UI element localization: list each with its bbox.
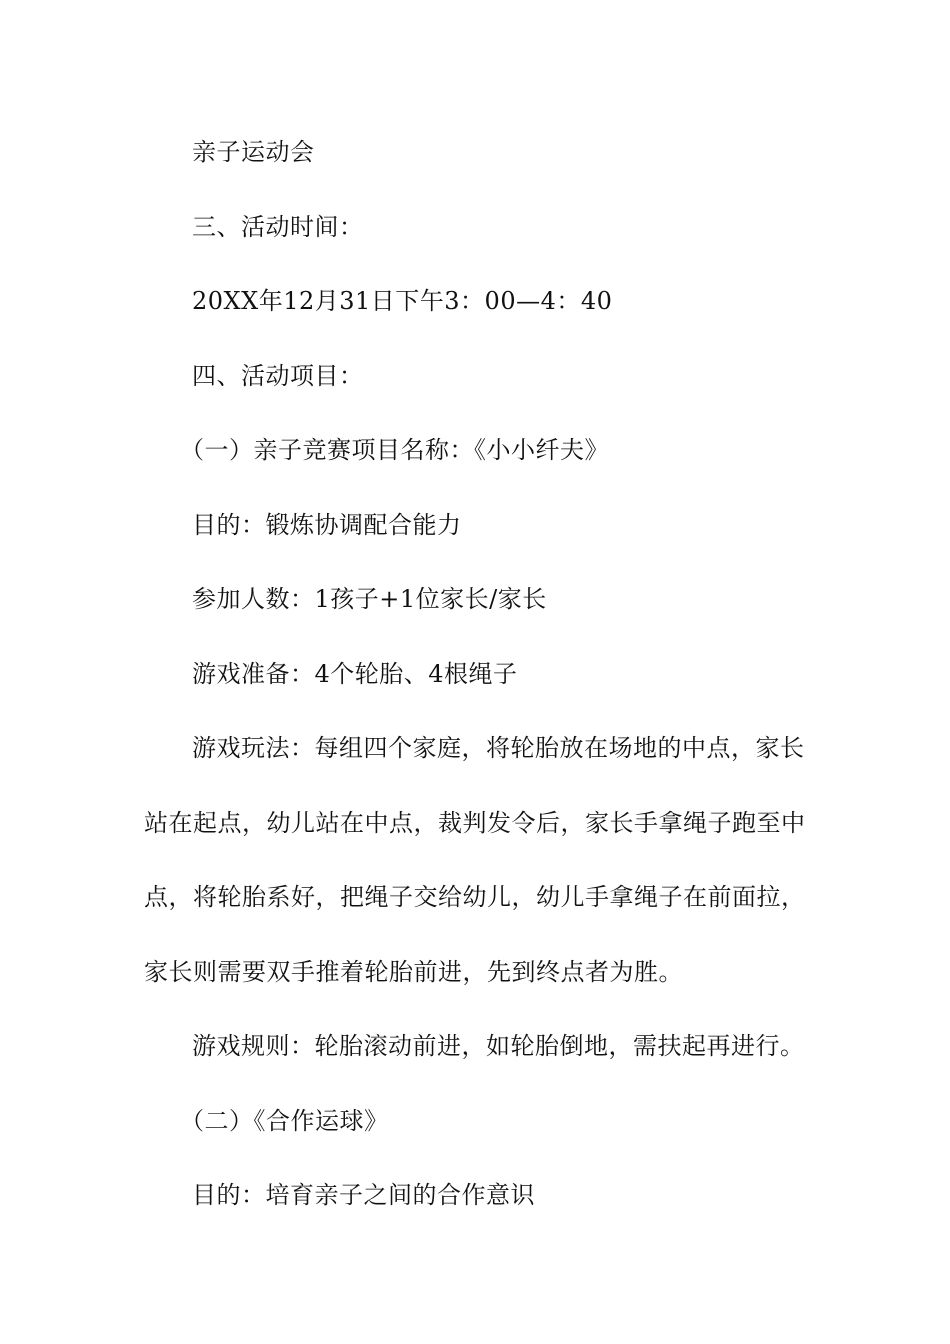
item-one-preparation: 游戏准备：4个轮胎、4根绳子 (192, 660, 518, 688)
item-two-title: （二）《合作运球》 (180, 1107, 389, 1135)
item-one-rules: 游戏规则：轮胎滚动前进，如轮胎倒地，需扶起再进行。 (192, 1032, 805, 1060)
item-one-gameplay-line-2: 站在起点，幼儿站在中点，裁判发令后，家长手拿绳子跑至中 (144, 809, 806, 837)
heading-activity-items: 四、活动项目： (192, 362, 364, 390)
item-one-purpose: 目的：锻炼协调配合能力 (192, 511, 462, 539)
heading-activity-time: 三、活动时间： (192, 213, 364, 241)
item-one-participants: 参加人数：1孩子+1位家长/家长 (192, 585, 547, 613)
activity-time-value: 20XX年12月31日下午3：00—4：40 (192, 287, 613, 315)
item-one-gameplay-line-3: 点，将轮胎系好，把绳子交给幼儿，幼儿手拿绳子在前面拉， (144, 883, 806, 911)
item-one-gameplay-line-4: 家长则需要双手推着轮胎前进，先到终点者为胜。 (144, 958, 683, 986)
section-title: 亲子运动会 (192, 138, 315, 166)
item-one-title: （一）亲子竞赛项目名称：《小小纤夫》 (180, 436, 609, 464)
item-two-purpose: 目的：培育亲子之间的合作意识 (192, 1181, 535, 1209)
item-one-gameplay-line-1: 游戏玩法：每组四个家庭，将轮胎放在场地的中点，家长 (192, 734, 805, 762)
